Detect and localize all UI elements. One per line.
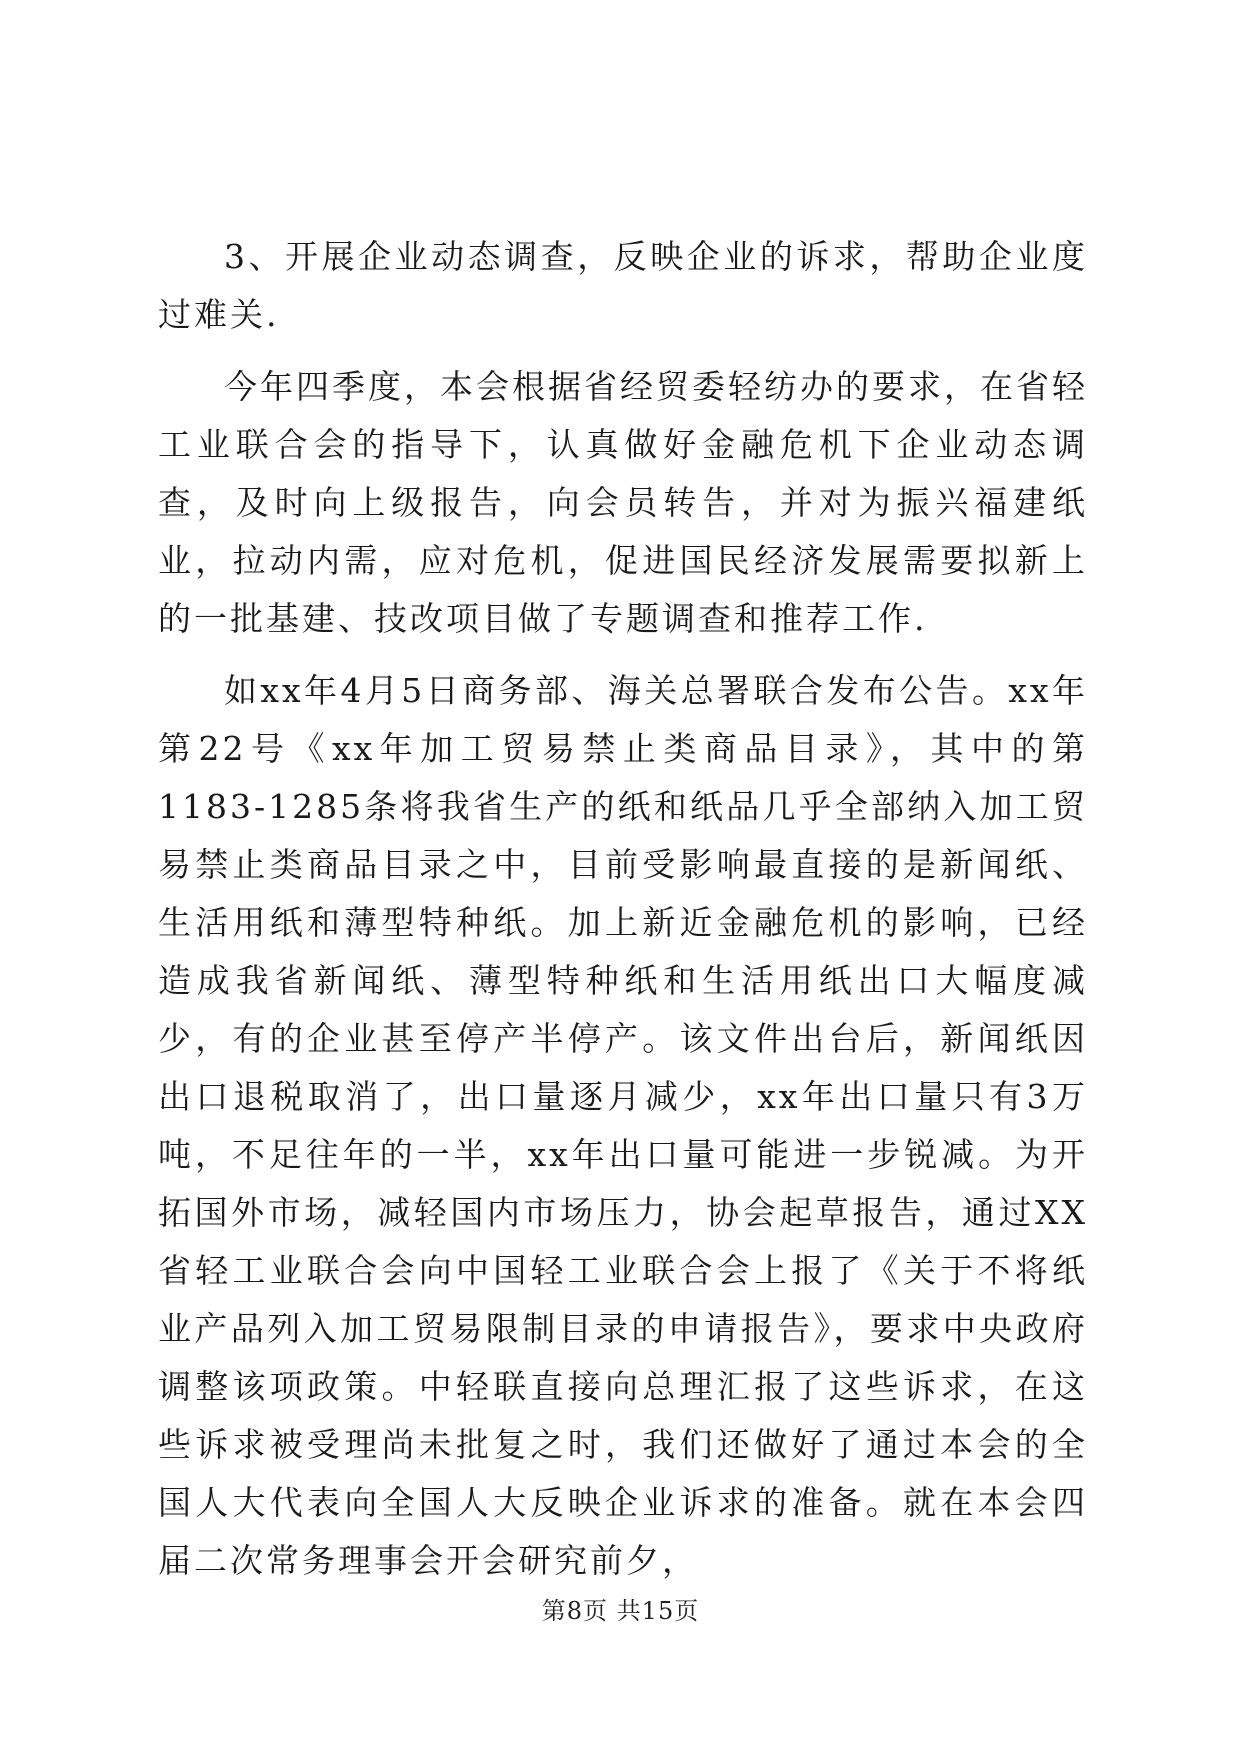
- document-body: [158, 228, 1088, 1590]
- paragraph-section-3-heading: 3、开展企业动态调查，反映企业的诉求，帮助企业度过难关.: [158, 237, 1088, 334]
- page-number-footer: 第8页 共15页: [541, 1597, 700, 1625]
- paragraph-trade-announcement: 如xx年4月5日商务部、海关总署联合发布公告。xx年第22号《xx年加工贸易禁止类商品目录》，其中的第1183-1285条将我省生产的纸和纸品几乎全部纳入加工贸易禁止类商品目录之中，目前受影响最直接的是新闻纸、生活用纸和薄型特种纸。加上新近金融危机的影响，已经造成我省新闻纸、薄型特种纸和生活用纸出口大幅度减少，有的企业甚至停产半停产。该文件出台后，新闻纸因出口退税取消了，出口量逐月减少，xx年出口量只有3万吨，不足往年的一半，xx年出口量可能进一步锐减。为开拓国外市场，减轻国内市场压力，协会起草报告，通过XX省轻工业联合会向中国轻工业联合会上报了《关于不将纸业产品列入加工贸易限制目录的申请报告》，要求中央政府调整该项政策。中轻联直接向总理汇报了这些诉求，在这些诉求被受理尚未批复之时，我们还做好了通过本会的全国人大代表向全国人大反映企业诉求的准备。就在本会四届二次常务理事会开会研究前夕，: [158, 671, 1088, 1580]
- paragraph-fourth-quarter: 今年四季度，本会根据省经贸委轻纺办的要求，在省轻工业联合会的指导下，认真做好金融危机下企业动态调查，及时向上级报告，向会员转告，并对为振兴福建纸业，拉动内需，应对危机，促进国民经济发展需要拟新上的一批基建、技改项目做了专题调查和推荐工作.: [158, 367, 1088, 638]
